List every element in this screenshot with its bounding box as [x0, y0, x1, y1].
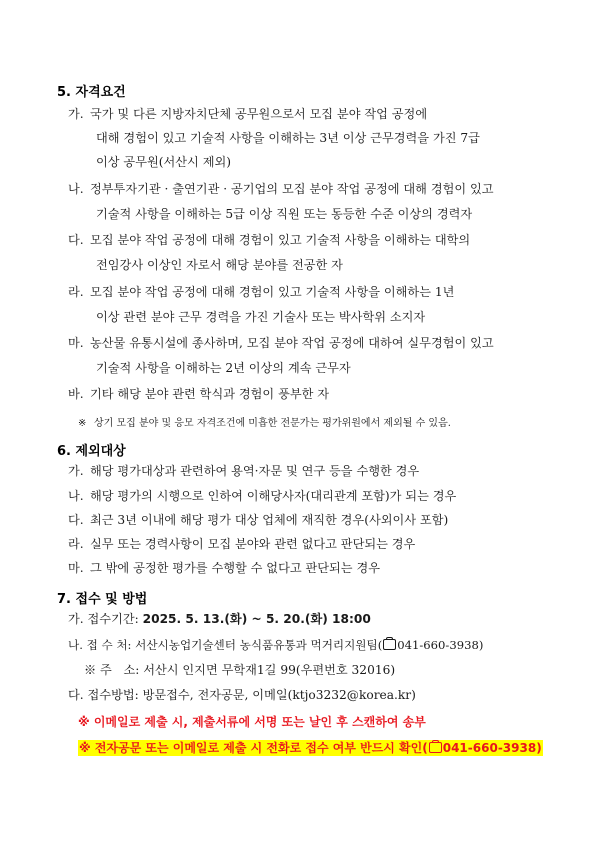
s7-period-value: 2025. 5. 13.(화) ~ 5. 20.(화) 18:00 — [142, 612, 371, 626]
s5-item-ra-line2: 이상 관련 분야 근무 경력을 가진 기술사 또는 박사학위 소지자 — [96, 310, 426, 324]
s7-method: 다. 접수방법: 방문접수, 전자공문, 이메일(ktjo3232@korea.kr) — [68, 688, 416, 702]
s6-item-na: 나. 해당 평가의 시행으로 인하여 이해당사자(대리관계 포함)가 되는 경우 — [68, 489, 457, 503]
s5-item-ba: 바. 기타 해당 분야 관련 학식과 경험이 풍부한 자 — [68, 387, 330, 401]
s7-warning-confirm: ※ 전자공문 또는 이메일로 제출 시 전화로 접수 여부 반드시 확인( 041-660-3938) — [79, 741, 542, 755]
s5-item-da-line2: 전임강사 이상인 자로서 해당 분야를 전공한 자 — [96, 258, 343, 272]
s7-place: 나. 접 수 처: 서산시농업기술센터 농식품유통과 먹거리지원팀( 041-660-3938) — [68, 638, 484, 652]
phone-icon — [383, 639, 396, 650]
s5-note: ※ 상기 모집 분야 및 응모 자격조건에 미흡한 전문가는 평가위원에서 제외될 수 있음. — [78, 418, 451, 429]
s5-item-na-line2: 기술적 사항을 이해하는 5급 이상 직원 또는 동등한 수준 이상의 경력자 — [96, 207, 473, 221]
s5-item-ma: 마. 농산물 유통시설에 종사하며, 모집 분야 작업 공정에 대하여 실무경험이 있고 — [68, 336, 494, 350]
s7-address: ※ 주 소: 서산시 인지면 무학재1길 99(우편번호 32016) — [84, 663, 396, 677]
s6-item-ga: 가. 해당 평가대상과 관련하여 용역·자문 및 연구 등을 수행한 경우 — [68, 464, 420, 478]
s7-warning-email: ※ 이메일로 제출 시, 제출서류에 서명 또는 날인 후 스캔하여 송부 — [78, 715, 426, 729]
s6-item-da: 다. 최근 3년 이내에 해당 평가 대상 업체에 재직한 경우(사외이사 포함) — [68, 513, 449, 527]
section-6-title: 6. 제외대상 — [57, 444, 126, 459]
section-5-title: 5. 자격요건 — [57, 85, 126, 100]
s5-item-ma-line2: 기술적 사항을 이해하는 2년 이상의 계속 근무자 — [96, 361, 351, 375]
s5-item-ra: 라. 모집 분야 작업 공정에 대해 경험이 있고 기술적 사항을 이해하는 1년 — [68, 285, 455, 299]
s5-item-ga-line2: 대해 경험이 있고 기술적 사항을 이해하는 3년 이상 근무경력을 가진 7급 — [96, 131, 480, 145]
phone-icon — [429, 742, 442, 753]
s7-period: 가. 접수기간: 2025. 5. 13.(화) ~ 5. 20.(화) 18:00 — [68, 612, 371, 626]
s5-item-ga-line3: 이상 공무원(서산시 제외) — [96, 155, 231, 169]
section-7-title: 7. 접수 및 방법 — [57, 592, 148, 607]
s5-item-na: 나. 정부투자기관 · 출연기관 · 공기업의 모집 분야 작업 공정에 대해 경험이 있고 — [68, 182, 494, 196]
s5-item-ga: 가. 국가 및 다른 지방자치단체 공무원으로서 모집 분야 작업 공정에 — [68, 107, 428, 121]
s6-item-ma: 마. 그 밖에 공정한 평가를 수행할 수 없다고 판단되는 경우 — [68, 561, 381, 575]
s6-item-ra: 라. 실무 또는 경력사항이 모집 분야와 관련 없다고 판단되는 경우 — [68, 537, 416, 551]
s5-item-da: 다. 모집 분야 작업 공정에 대해 경험이 있고 기술적 사항을 이해하는 대학의 — [68, 233, 471, 247]
